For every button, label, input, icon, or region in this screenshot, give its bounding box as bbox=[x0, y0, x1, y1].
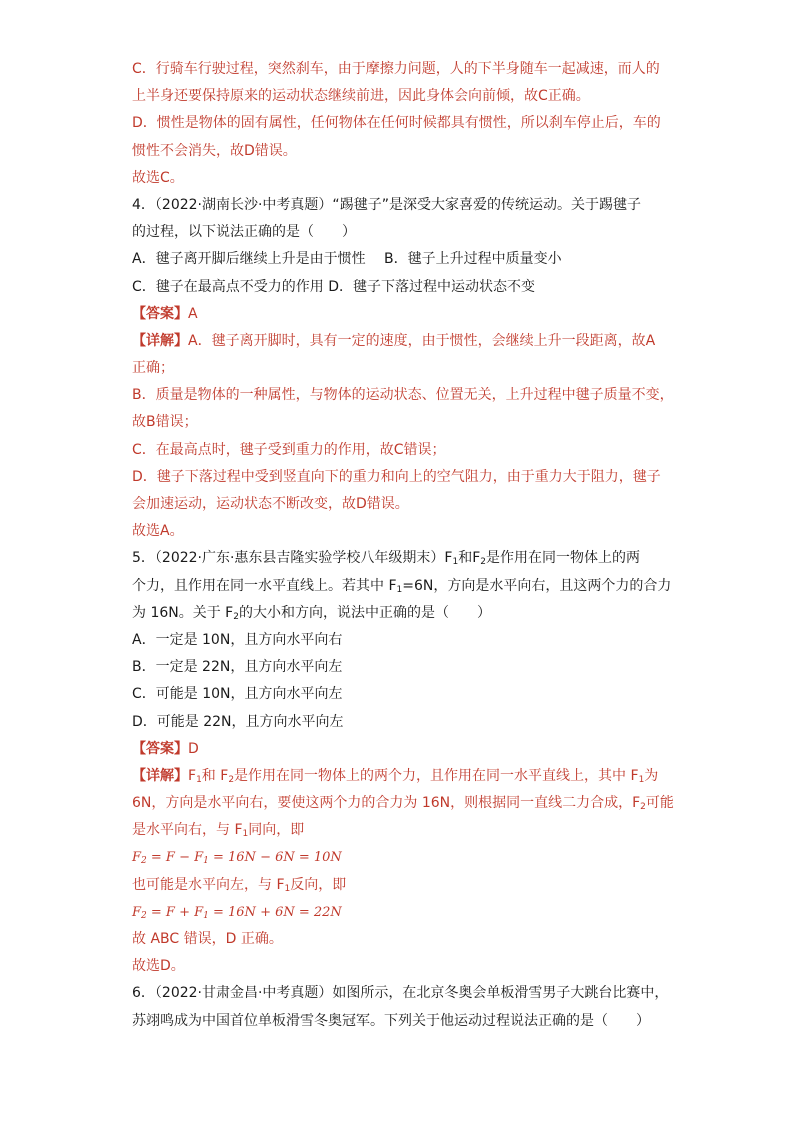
subscript: 2 bbox=[480, 557, 487, 568]
subscript: 1 bbox=[396, 584, 403, 595]
subscript: 1 bbox=[638, 774, 645, 785]
eq-text: = F + F bbox=[146, 904, 204, 920]
subscript: 1 bbox=[242, 829, 249, 840]
subscript: 1 bbox=[203, 910, 209, 921]
q4-stem-line2: 的过程，以下说法正确的是（ ） bbox=[132, 224, 356, 241]
subscript: 1 bbox=[196, 774, 202, 785]
text: =6N，方向是水平向右，且这两个力的合力 bbox=[402, 577, 672, 594]
detail-tag: 【详解】 bbox=[132, 332, 188, 349]
subscript: 2 bbox=[141, 910, 147, 921]
text: 反向，即 bbox=[290, 876, 347, 893]
answer-tag: 【答案】 bbox=[132, 305, 188, 322]
text: 是作用在同一物体上的两 bbox=[486, 550, 641, 567]
subscript: 2 bbox=[233, 611, 239, 622]
q5-stem-line1 bbox=[132, 545, 672, 572]
q5-choose: 故选D。 bbox=[132, 958, 185, 975]
text: 和 F bbox=[201, 767, 229, 784]
eq-text: = F − F bbox=[146, 850, 204, 866]
q5-detail-line1 bbox=[132, 763, 672, 790]
q5-option-c: C．可能是 10N，且方向水平向左 bbox=[132, 686, 343, 703]
q4-options-cd: C．毽子在最高点不受力的作用 D．毽子下落过程中运动状态不变 bbox=[132, 278, 536, 295]
q4-detail-a-line1 bbox=[132, 328, 672, 355]
eq-text: = 16N − 6N = 10N bbox=[208, 850, 342, 866]
text: 个力，且作用在同一水平直线上。若其中 F bbox=[132, 577, 397, 594]
q3-option-d-line1: D．惯性是物体的固有属性，任何物体在任何时候都具有惯性，所以刹车停止后，车的 bbox=[132, 115, 661, 132]
text: 也可能是水平向左，与 F bbox=[132, 876, 285, 893]
subscript: 2 bbox=[228, 774, 235, 785]
eq-text: F bbox=[132, 904, 142, 920]
q6-stem-line1: 6．（2022·甘肃金昌·中考真题）如图所示，在北京冬奥会单板滑雪男子大跳台比赛中， bbox=[132, 985, 669, 1002]
detail-tag: 【详解】 bbox=[132, 767, 188, 784]
q5-option-d: D．可能是 22N，且方向水平向左 bbox=[132, 713, 344, 730]
q4-detail-a-line2: 正确； bbox=[132, 360, 174, 377]
text: 5．（2022·广东·惠东县吉隆实验学校八年级期末）F bbox=[132, 550, 453, 567]
text: F bbox=[188, 767, 197, 784]
subscript: 1 bbox=[452, 557, 459, 568]
q4-detail-b-line2: 故B错误； bbox=[132, 414, 198, 431]
answer-value: A bbox=[188, 305, 198, 322]
q5-equation-2 bbox=[132, 899, 672, 926]
text: 是水平向右，与 F bbox=[132, 822, 243, 839]
q5-detail-line4 bbox=[132, 872, 672, 899]
text: 是作用在同一物体上的两个力，且作用在同一水平直线上，其中 F bbox=[234, 767, 639, 784]
q5-equation-1 bbox=[132, 844, 672, 871]
q5-stem-line3 bbox=[132, 600, 672, 627]
eq-text: = 16N + 6N = 22N bbox=[208, 904, 342, 920]
q5-conclusion: 故 ABC 错误，D 正确。 bbox=[132, 931, 283, 947]
q5-stem-line2 bbox=[132, 573, 672, 600]
text: 同向，即 bbox=[248, 822, 305, 839]
subscript: 1 bbox=[203, 856, 209, 867]
q4-stem-line1: 4．（2022·湖南长沙·中考真题）“踢毽子”是深受大家喜爱的传统运动。关于踢毽子 bbox=[132, 196, 641, 213]
q3-choose: 故选C。 bbox=[132, 169, 184, 186]
subscript: 1 bbox=[284, 883, 291, 894]
q6-stem-line2: 苏翊鸣成为中国首位单板滑雪冬奥冠军。下列关于他运动过程说法正确的是（ ） bbox=[132, 1012, 650, 1029]
q4-detail-c: C．在最高点时，毽子受到重力的作用，故C错误； bbox=[132, 441, 446, 458]
subscript: 2 bbox=[640, 802, 646, 813]
q5-answer bbox=[132, 736, 672, 763]
text: 可能 bbox=[645, 795, 674, 812]
detail-text: A．毽子离开脚时，具有一定的速度，由于惯性，会继续上升一段距离，故A bbox=[188, 332, 656, 349]
q4-choose: 故选A。 bbox=[132, 523, 184, 540]
q4-answer bbox=[132, 301, 672, 328]
q5-detail-line2 bbox=[132, 790, 672, 817]
answer-value: D bbox=[188, 740, 199, 757]
text: 6N，方向是水平向右，要使这两个力的合力为 16N，则根据同一直线二力合成，F bbox=[132, 795, 641, 812]
eq-text: F bbox=[132, 850, 142, 866]
q4-detail-b-line1: B．质量是物体的一种属性，与物体的运动状态、位置无关，上升过程中毽子质量不变， bbox=[132, 387, 674, 404]
text: 为 bbox=[644, 767, 659, 784]
subscript: 2 bbox=[141, 856, 147, 867]
text: 为 16N。关于 F bbox=[132, 604, 234, 621]
text: 和F bbox=[458, 550, 481, 567]
q4-detail-d-line1: D．毽子下落过程中受到竖直向下的重力和向上的空气阻力，由于重力大于阻力，毽子 bbox=[132, 468, 661, 485]
q3-option-c-line2: 上半身还要保持原来的运动状态继续前进，因此身体会向前倾，故C正确。 bbox=[132, 88, 590, 105]
q4-detail-d-line2: 会加速运动，运动状态不断改变，故D错误。 bbox=[132, 496, 409, 512]
text: 的大小和方向，说法中正确的是（ ） bbox=[238, 604, 491, 621]
q5-option-b: B．一定是 22N，且方向水平向左 bbox=[132, 659, 343, 676]
q4-options-ab: A．毽子离开脚后继续上升是由于惯性 B．毽子上升过程中质量变小 bbox=[132, 251, 562, 268]
q5-detail-line3 bbox=[132, 817, 672, 844]
answer-tag: 【答案】 bbox=[132, 740, 188, 757]
q3-option-d-line2: 惯性不会消失，故D错误。 bbox=[132, 142, 297, 159]
document-page bbox=[132, 56, 672, 1035]
q5-option-a: A．一定是 10N，且方向水平向右 bbox=[132, 631, 343, 648]
q3-option-c-line1: C．行骑车行驶过程，突然刹车，由于摩擦力问题，人的下半身随车一起减速，而人的 bbox=[132, 61, 660, 77]
